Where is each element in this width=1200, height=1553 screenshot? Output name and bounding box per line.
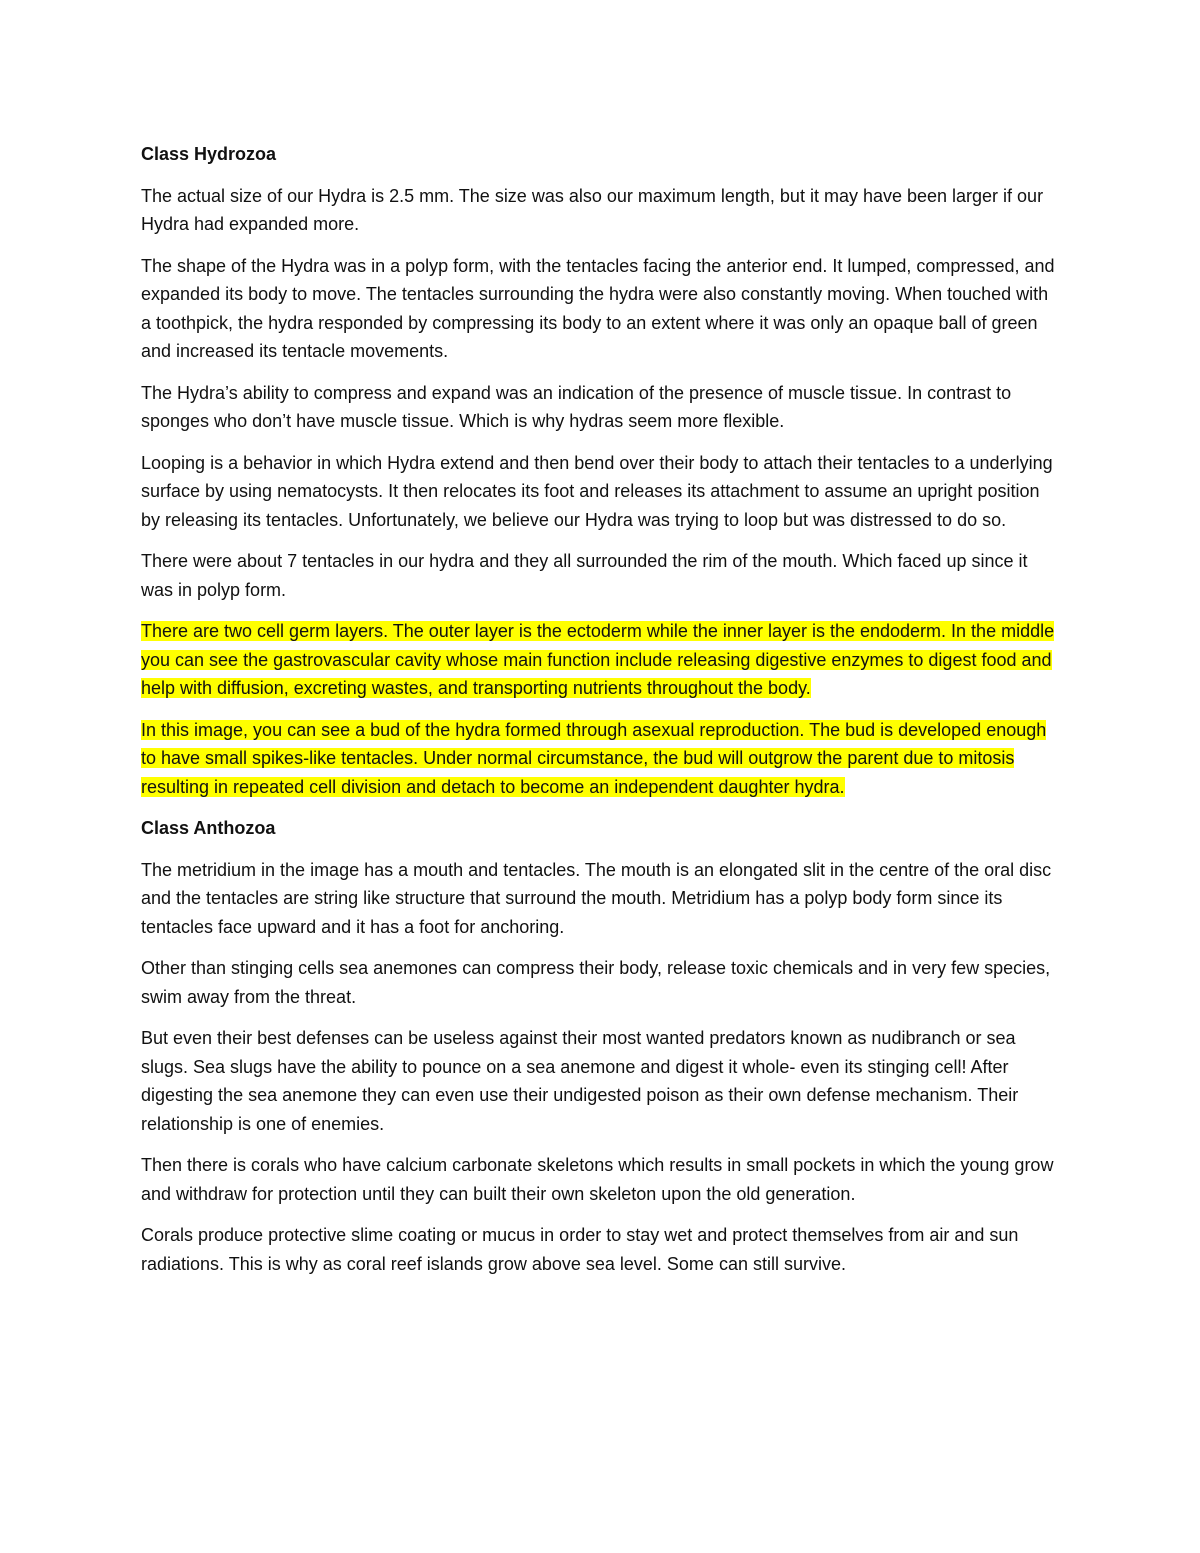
section-heading-anthozoa: Class Anthozoa — [141, 818, 276, 838]
paragraph-corals-skeletons: Then there is corals who have calcium carbonate skeletons which results in small pockets in which the young grow and withdraw for protection until they can built their own skeleton upon the old generation. — [141, 1155, 1054, 1204]
section-heading-hydrozoa: Class Hydrozoa — [141, 144, 277, 164]
paragraph-hydra-shape: The shape of the Hydra was in a polyp form, with the tentacles facing the anterior end. It lumped, compressed, and expanded its body to move. The tentacles surrounding the hydra were also constantly moving. When touched with a toothpick, the hydra responded by compressing its body to an extent where it was only an opaque ball of green and increased its tentacle movements. — [141, 255, 1055, 361]
highlighted-text-bud: In this image, you can see a bud of the hydra formed through asexual reproduction. The bud is developed enough to have small spikes-like tentacles. Under normal circumstance, the bud will outgrow the parent due to mitosis resulting in repeated cell division and detach to become an independent daughter hydra. — [141, 719, 1047, 797]
paragraph-muscle-tissue: The Hydra’s ability to compress and expand was an indication of the presence of muscle tissue. In contrast to sponges who don’t have muscle tissue. Which is why hydras seem more flexible. — [141, 382, 1012, 431]
highlighted-text-germ-layers: There are two cell germ layers. The outer layer is the ectoderm while the inner layer is the endoderm. In the middle you can see the gastrovascular cavity whose main function include releasing digestive enzymes to digest food and help with diffusion, excreting wastes, and transporting nutrients throughout the body. — [141, 621, 1055, 698]
paragraph-predators: But even their best defenses can be useless against their most wanted predators known as nudibranch or sea slugs. Sea slugs have the ability to pounce on a sea anemone and digest it whole- even its stinging cell! After digesting the sea anemone they can even use their undigested poison as their own defense mechanism. Their relationship is one of enemies. — [141, 1028, 1019, 1134]
paragraph-stinging-cells: Other than stinging cells sea anemones can compress their body, release toxic chemicals and in very few species, swim away from the threat. — [141, 958, 1051, 1007]
paragraph-metridium: The metridium in the image has a mouth and tentacles. The mouth is an elongated slit in the centre of the oral disc and the tentacles are string like structure that surround the mouth. Metridium has a polyp body form since its tentacles face upward and it has a foot for anchoring. — [141, 859, 1052, 937]
paragraph-tentacles: There were about 7 tentacles in our hydra and they all surrounded the rim of the mouth. Which faced up since it was in polyp form. — [141, 551, 1028, 600]
paragraph-looping: Looping is a behavior in which Hydra extend and then bend over their body to attach their tentacles to a underlying surface by using nematocysts. It then relocates its foot and releases its attachment to assume an upright position by releasing its tentacles. Unfortunately, we believe our Hydra was trying to loop but was distressed to do so. — [141, 452, 1053, 530]
paragraph-hydra-size: The actual size of our Hydra is 2.5 mm. The size was also our maximum length, but it may have been larger if our Hydra had expanded more. — [141, 185, 1044, 234]
paragraph-bud — [141, 716, 1061, 802]
document-page — [141, 140, 1061, 1291]
paragraph-corals-slime: Corals produce protective slime coating or mucus in order to stay wet and protect themselves from air and sun radiations. This is why as coral reef islands grow above sea level. Some can still survive. — [141, 1225, 1019, 1274]
paragraph-germ-layers — [141, 617, 1061, 703]
